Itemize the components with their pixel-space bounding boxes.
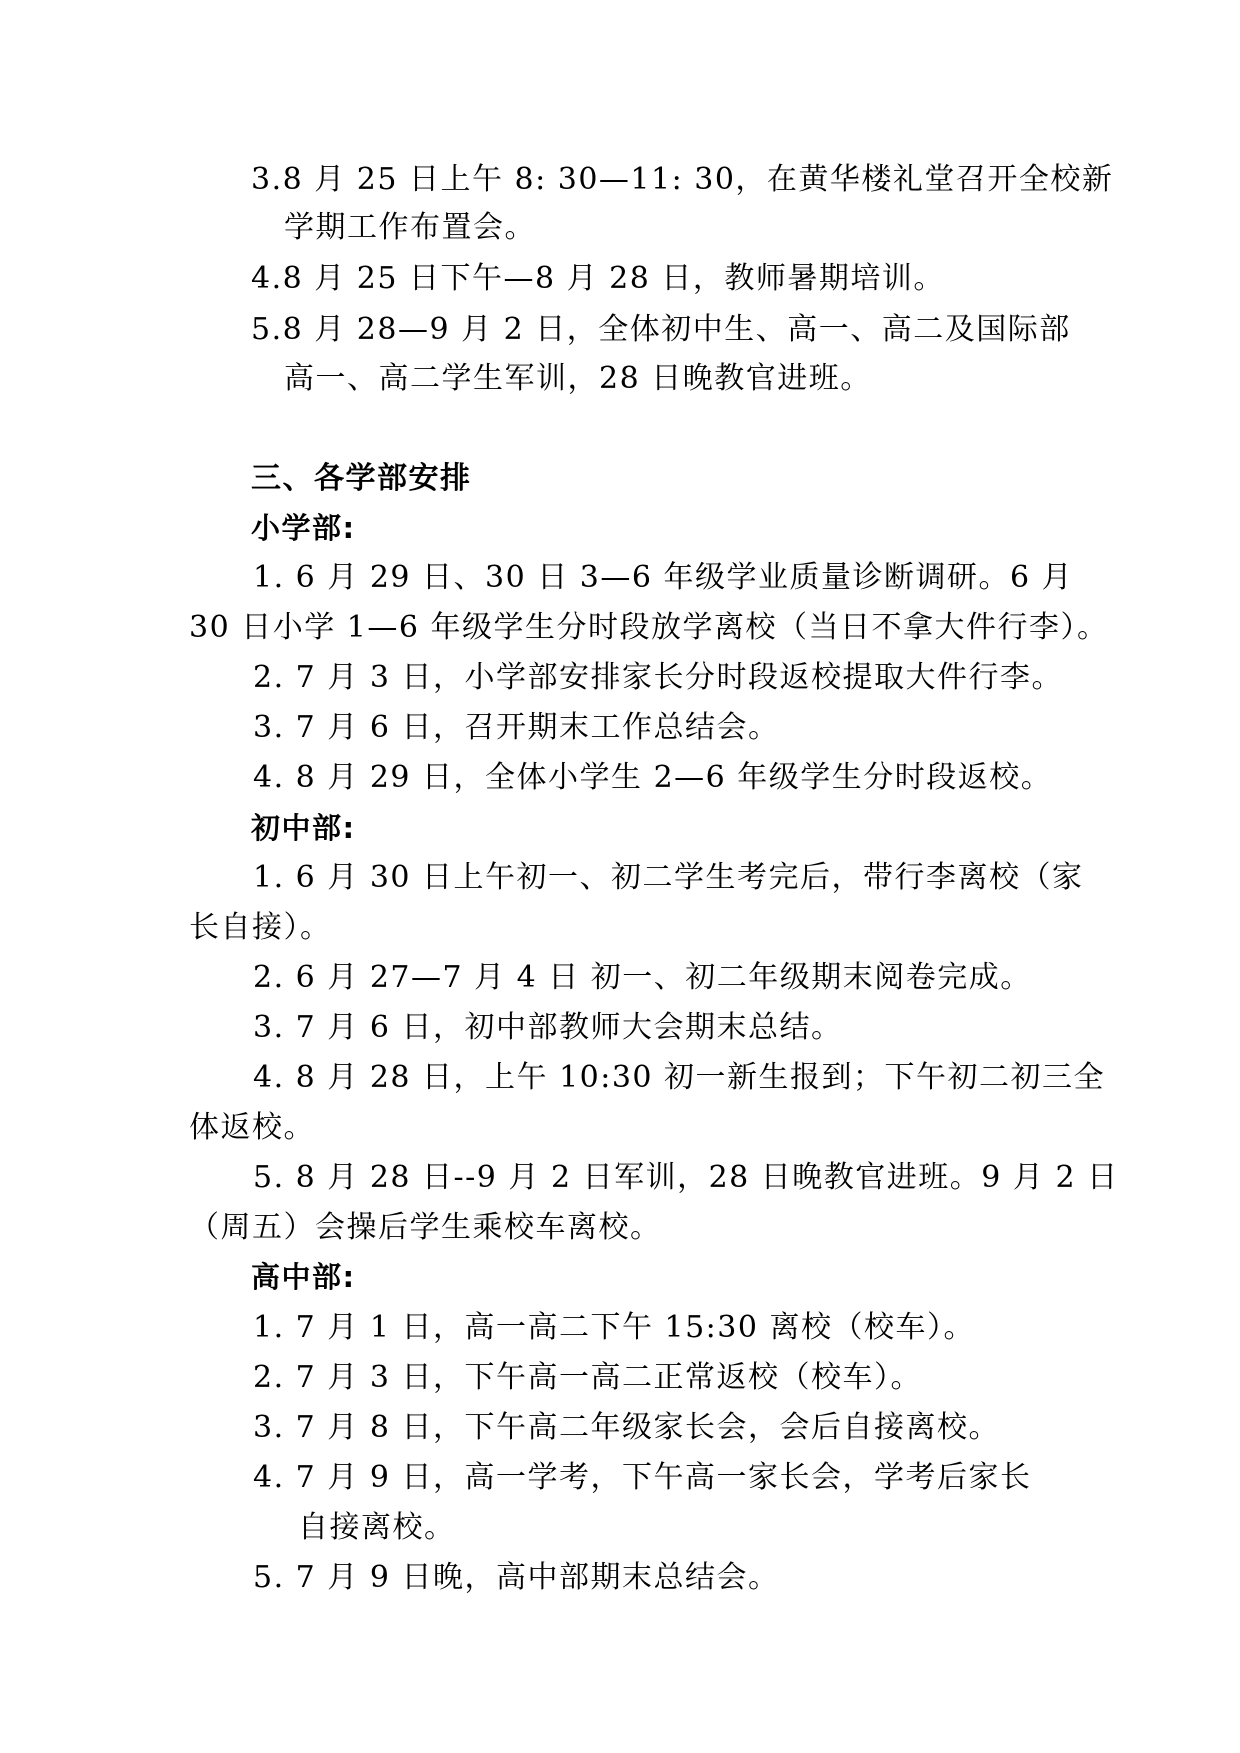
junior-item-4-line1: 4. 8 月 28 日，上午 10:30 初一新生报到；下午初二初三全 (253, 1060, 1106, 1095)
primary-item-3: 3. 7 月 6 日，召开期末工作总结会。 (253, 710, 780, 745)
primary-item-4: 4. 8 月 29 日，全体小学生 2—6 年级学生分时段返校。 (253, 760, 1053, 795)
primary-dept-title: 小学部: (251, 511, 356, 545)
senior-item-5: 5. 7 月 9 日晚，高中部期末总结会。 (253, 1560, 780, 1595)
section-heading: 三、各学部安排 (251, 461, 472, 496)
senior-item-2: 2. 7 月 3 日，下午高一高二正常返校（校车）。 (253, 1360, 922, 1395)
junior-item-5-line2: （周五）会操后学生乘校车离校。 (189, 1210, 662, 1245)
junior-dept-title: 初中部: (251, 811, 356, 845)
senior-item-4-line2: 自接离校。 (298, 1510, 456, 1545)
junior-item-3: 3. 7 月 6 日，初中部教师大会期末总结。 (253, 1010, 843, 1045)
junior-item-4-line2: 体返校。 (189, 1110, 315, 1145)
general-item-3-line1: 3.8 月 25 日上午 8: 30—11: 30，在黄华楼礼堂召开全校新 (251, 162, 1114, 197)
general-item-5-line1: 5.8 月 28—9 月 2 日，全体初中生、高一、高二及国际部 (251, 312, 1071, 347)
senior-dept-title: 高中部: (251, 1260, 356, 1294)
primary-item-1-line1: 1. 6 月 29 日、30 日 3—6 年级学业质量诊断调研。6 月 (253, 560, 1074, 595)
junior-item-1-line2: 长自接）。 (189, 910, 332, 945)
primary-item-2: 2. 7 月 3 日，小学部安排家长分时段返校提取大件行李。 (253, 660, 1063, 695)
general-item-5-line2: 高一、高二学生军训，28 日晚教官进班。 (284, 361, 872, 396)
senior-item-4-line1: 4. 7 月 9 日，高一学考，下午高一家长会，学考后家长 (253, 1460, 1032, 1495)
junior-item-2: 2. 6 月 27—7 月 4 日 初一、初二年级期末阅卷完成。 (253, 960, 1032, 995)
general-item-4: 4.8 月 25 日下午—8 月 28 日，教师暑期培训。 (251, 261, 945, 296)
junior-item-5-line1: 5. 8 月 28 日--9 月 2 日军训，28 日晚教官进班。9 月 2 日 (253, 1160, 1119, 1195)
senior-item-3: 3. 7 月 8 日，下午高二年级家长会，会后自接离校。 (253, 1410, 1000, 1445)
primary-item-1-line2: 30 日小学 1—6 年级学生分时段放学离校（当日不拿大件行李）。 (189, 610, 1109, 645)
senior-item-1: 1. 7 月 1 日，高一高二下午 15:30 离校（校车）。 (253, 1310, 975, 1345)
general-item-3-line2: 学期工作布置会。 (284, 210, 536, 245)
junior-item-1-line1: 1. 6 月 30 日上午初一、初二学生考完后，带行李离校（家 (253, 860, 1084, 895)
